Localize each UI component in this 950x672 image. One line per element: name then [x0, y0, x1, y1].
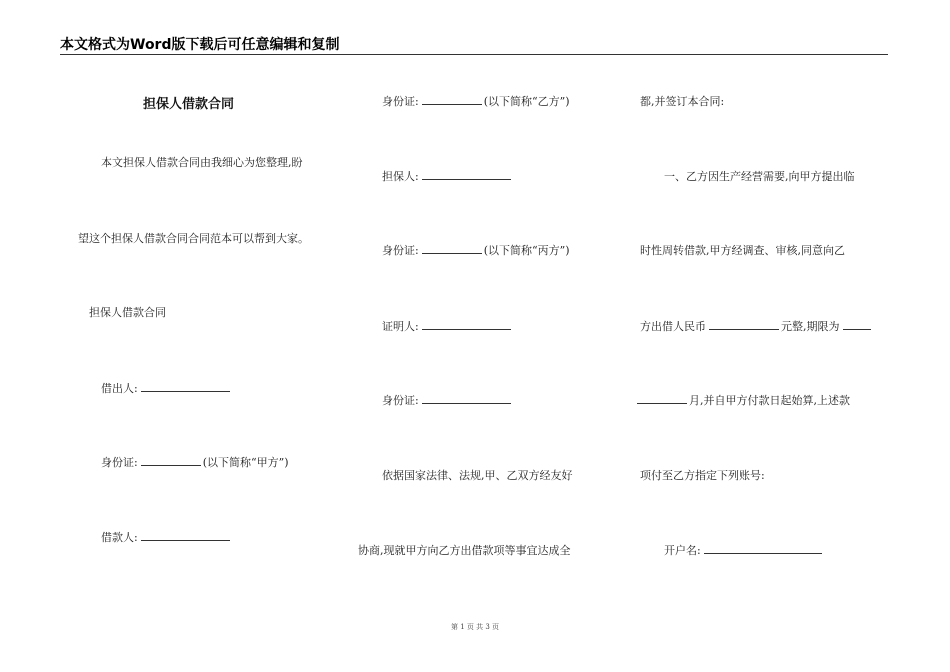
witness-label: 证明人: [382, 320, 419, 333]
amount-blank[interactable] [709, 319, 779, 330]
intro-line-2: 望这个担保人借款合同合同范本可以帮到大家。 [78, 232, 309, 245]
clause-line-2: 一、乙方因生产经营需要,向甲方提出临 [664, 170, 855, 183]
guarantor-id-field [382, 242, 570, 258]
document-title: 担保人借款合同 [143, 97, 235, 112]
party-c-suffix: (以下简称“丙方”) [483, 244, 570, 257]
guarantor-label: 担保人: [382, 170, 419, 183]
borrower-id-blank[interactable] [422, 94, 482, 105]
borrower-id-field [382, 93, 570, 109]
guarantor-id-blank[interactable] [422, 243, 482, 254]
lender-id-field [101, 454, 289, 470]
witness-id-blank[interactable] [422, 393, 511, 404]
party-b-suffix: (以下简称“乙方”) [483, 95, 570, 108]
guarantor-field [382, 168, 513, 184]
witness-blank[interactable] [422, 319, 511, 330]
header-title: 本文格式为Word版下载后可任意编辑和复制 [60, 37, 340, 53]
borrower-field [101, 529, 232, 545]
witness-id-field [382, 392, 513, 408]
account-name-label: 开户名: [664, 544, 701, 557]
header-rule [60, 54, 888, 55]
clause-line-4-pre: 方出借人民币 [640, 320, 706, 333]
contract-subtitle: 担保人借款合同 [89, 306, 166, 319]
clause-line-5-post: 月,并自甲方付款日起始算,上述款 [689, 394, 850, 407]
lender-label: 借出人: [101, 382, 138, 395]
lender-id-blank[interactable] [141, 455, 201, 466]
id-label: 身份证: [382, 95, 419, 108]
basis-line-1: 依据国家法律、法规,甲、乙双方经友好 [382, 469, 573, 482]
id-label: 身份证: [101, 456, 138, 469]
clause-line-3: 时性周转借款,甲方经调查、审核,同意向乙 [640, 244, 845, 257]
account-name-blank[interactable] [704, 543, 822, 554]
clause-line-5 [637, 392, 850, 408]
borrower-label: 借款人: [101, 531, 138, 544]
lender-field [101, 380, 232, 396]
clause-line-4 [640, 318, 873, 334]
term-blank-cont[interactable] [637, 393, 687, 404]
term-blank[interactable] [843, 319, 871, 330]
witness-field [382, 318, 513, 334]
intro-line-1: 本文担保人借款合同由我细心为您整理,盼 [101, 156, 303, 169]
lender-blank[interactable] [141, 381, 230, 392]
id-label: 身份证: [382, 244, 419, 257]
borrower-blank[interactable] [141, 530, 230, 541]
basis-line-2: 协商,现就甲方向乙方出借款项等事宜达成全 [358, 544, 571, 557]
guarantor-blank[interactable] [422, 169, 511, 180]
id-label: 身份证: [382, 394, 419, 407]
clause-line-4-mid: 元整,期限为 [781, 320, 840, 333]
clause-line-1: 都,并签订本合同: [640, 95, 725, 108]
party-a-suffix: (以下简称“甲方”) [202, 456, 289, 469]
page-footer: 第 1 页 共 3 页 [450, 623, 500, 631]
clause-line-6: 项付至乙方指定下列账号: [640, 469, 765, 482]
account-name-field [664, 542, 824, 558]
